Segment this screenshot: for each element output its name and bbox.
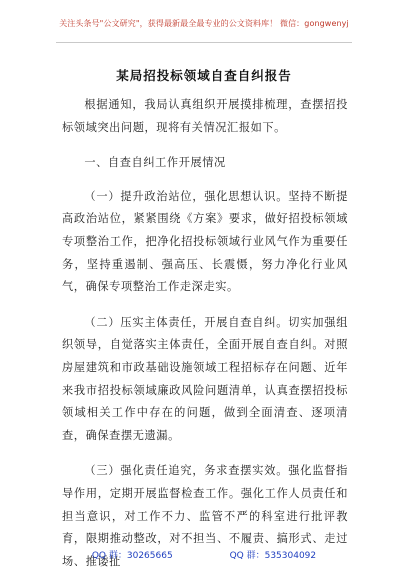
paragraph-2: （二）压实主体责任，开展自查自纠。切实加强组织领导，自觉落实主体责任，全面开展自查自纠。对照房屋建筑和市政基础设施领域工程招标存在问题、近年来我市招投标领域廉政风险问题清单，认真查摆招投标领域相关工作中存在的问题，做到全面清查、逐项清查，确保查摆无遗漏。 [62, 315, 348, 442]
header-promo-note: 关注头条号"公文研究"，获得最新最全最专业的公文资料库！ 微信：gongwenyj [59, 19, 349, 28]
footer-contact [0, 548, 408, 561]
paragraph-intro: 根据通知，我局认真组织开展摸排梳理，查摆招投标领域突出问题，现将有关情况汇报如下。 [62, 98, 348, 134]
document-title: 某局招投标领域自查自纠报告 [116, 68, 292, 83]
footer-qq-group-1: QQ 群：30265665 [91, 551, 173, 561]
paragraph-3: （三）强化责任追究，务求查摆实效。强化监督指导作用，定期开展监督检查工作。强化工作人员责任和担当意识，对工作不力、监管不严的科室进行批评教育，限期推动整改，对不担当、不履责、搞形式、走过场、推诿扯 [62, 464, 348, 568]
footer-qq-group-2: QQ 群：535304092 [229, 551, 317, 561]
document-body [62, 94, 348, 580]
paragraph-1: （一）提升政治站位，强化思想认识。坚持不断提高政治站位，紧紧围绕《方案》要求，做好招投标领域专项整治工作，把净化招投标领域行业风气作为重要任务，坚持重遏制、强高压、长震慑，努力净化行业风气，确保专项整治工作走深走实。 [62, 189, 348, 294]
header-divider [56, 42, 352, 43]
section-heading-1: 一、自查自纠工作开展情况 [84, 156, 226, 170]
